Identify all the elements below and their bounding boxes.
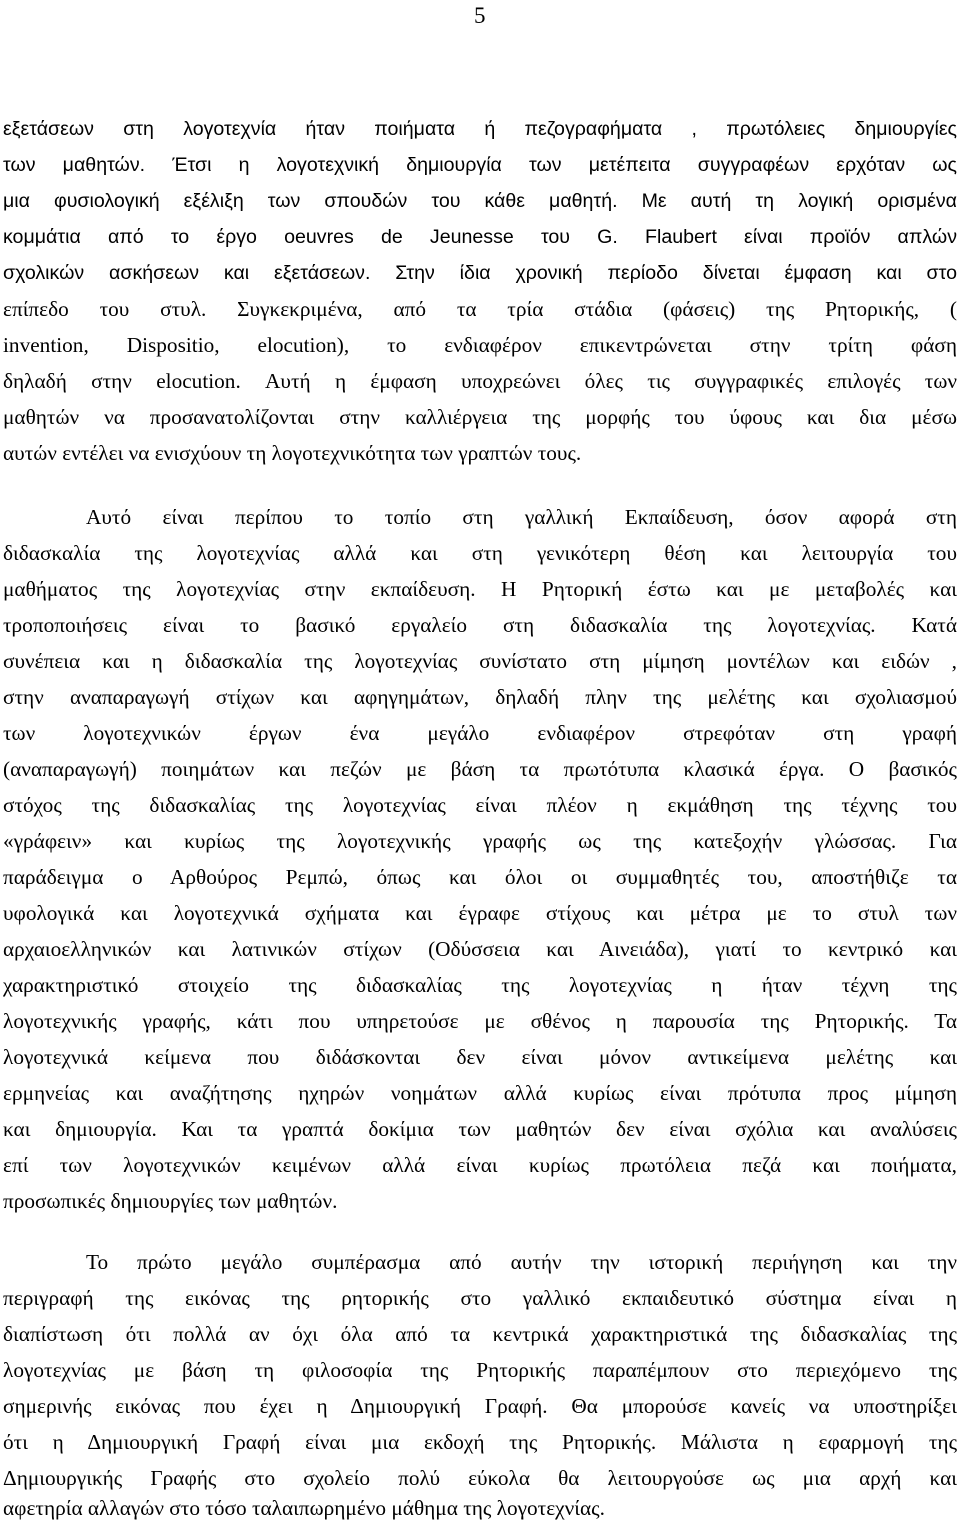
text-line: σχολικών ασκήσεων και εξετάσεων. Στην ίδια χρονική περίοδο δίνεται έμφαση και στο [3,262,957,284]
text-line: δηλαδή στην elocution. Αυτή η έμφαση υποχρεώνει όλες τις συγγραφικές επιλογές των [3,369,957,393]
text-line: τροποποιήσεις είναι το βασικό εργαλείο στη διδασκαλία της λογοτεχνίας. Κατά [3,613,957,637]
text-line: αφετηρία αλλαγών στο τόσο ταλαιπωρημένο μάθημα της λογοτεχνίας. [3,1496,605,1520]
text-line: Δημιουργικής Γραφής στο σχολείο πολύ εύκολα θα λειτουργούσε ως μια αρχή και [3,1466,957,1490]
text-line: (αναπαραγωγή) ποιημάτων και πεζών με βάση τα πρωτότυπα κλασικά έργα. Ο βασικός [3,757,957,781]
text-line: συνέπεια και η διδασκαλία της λογοτεχνίας συνίστατο στη μίμηση μοντέλων και ειδών , [3,649,957,673]
text-line: αυτών εντέλει να ενισχύουν τη λογοτεχνικότητα των γραπτών τους. [3,441,582,465]
text-line: αρχαιοελληνικών και λατινικών στίχων (Οδύσσεια και Αινειάδα), γιατί το κεντρικό και [3,937,957,961]
text-line: των λογοτεχνικών έργων ένα μεγάλο ενδιαφέρον στρεφόταν στη γραφή [3,721,957,745]
text-line: επί των λογοτεχνικών κειμένων αλλά είναι κυρίως πρωτόλεια πεζά και ποιήματα, [3,1153,957,1177]
text-line: Το πρώτο μεγάλο συμπέρασμα από αυτήν την ιστορική περιήγηση και την [86,1250,957,1274]
text-line: Αυτό είναι περίπου το τοπίο στη γαλλική Εκπαίδευση, όσον αφορά στη [86,505,957,529]
text-line: λογοτεχνίας με βάση τη φιλοσοφία της Ρητορικής παραπέμπουν στο περιεχόμενο της [3,1358,957,1382]
text-line: περιγραφή της εικόνας της ρητορικής στο γαλλικό εκπαιδευτικό σύστημα είναι η [3,1286,957,1310]
text-line: σημερινής εικόνας που έχει η Δημιουργική Γραφή. Θα μπορούσε κανείς να υποστηρίξει [3,1394,957,1418]
text-line: και δημιουργία. Και τα γραπτά δοκίμια των μαθητών δεν είναι σχόλια και αναλύσεις [3,1117,957,1141]
text-line: μια φυσιολογική εξέλιξη των σπουδών του κάθε μαθητή. Με αυτή τη λογική ορισμένα [3,190,957,212]
text-line: διαπίστωση ότι πολλά αν όχι όλα από τα κεντρικά χαρακτηριστικά της διδασκαλίας της [3,1322,957,1346]
text-line: εξετάσεων στη λογοτεχνία ήταν ποιήματα ή πεζογραφήματα , πρωτόλειες δημιουργίες [3,118,957,140]
text-line: μαθητών να προσανατολίζονται στην καλλιέργεια της μορφής του ύφους και δια μέσω [3,405,957,429]
text-line: επίπεδο του στυλ. Συγκεκριμένα, από τα τρία στάδια (φάσεις) της Ρητορικής, ( [3,297,957,321]
text-line: παράδειγμα ο Αρθούρος Ρεμπώ, όπως και όλοι οι συμμαθητές του, αποστήθιζε τα [3,865,957,889]
text-line: υφολογικά και λογοτεχνικά σχήματα και έγραφε στίχους και μέτρα με το στυλ των [3,901,957,925]
page-number: 5 [474,3,486,28]
text-line: στόχος της διδασκαλίας της λογοτεχνίας είναι πλέον η εκμάθηση της τέχνης του [3,793,957,817]
text-line: «γράφειν» και κυρίως της λογοτεχνικής γραφής ως της κατεξοχήν γλώσσας. Για [3,829,957,853]
text-line: λογοτεχνικής γραφής, κάτι που υπηρετούσε με σθένος η παρουσία της Ρητορικής. Τα [3,1009,957,1033]
text-line: invention, Dispositio, elocution), το ενδιαφέρον επικεντρώνεται στην τρίτη φάση [3,333,957,357]
text-line: κομμάτια από το έργο oeuvres de Jeunesse του G. Flaubert είναι προϊόν απλών [3,226,957,248]
text-line: μαθήματος της λογοτεχνίας στην εκπαίδευση. Η Ρητορική έστω και με μεταβολές και [3,577,957,601]
text-line: προσωπικές δημιουργίες των μαθητών. [3,1189,338,1213]
text-line: στην αναπαραγωγή στίχων και αφηγημάτων, δηλαδή πλην της μελέτης και σχολιασμού [3,685,957,709]
text-line: διδασκαλία της λογοτεχνίας αλλά και στη γενικότερη θέση και λειτουργία του [3,541,957,565]
text-line: ότι η Δημιουργική Γραφή είναι μια εκδοχή της Ρητορικής. Μάλιστα η εφαρμογή της [3,1430,957,1454]
text-line: λογοτεχνικά κείμενα που διδάσκονται δεν είναι μόνον αντικείμενα μελέτης και [3,1045,957,1069]
text-line: χαρακτηριστικό στοιχείο της διδασκαλίας της λογοτεχνίας η ήταν τέχνη της [3,973,957,997]
text-line: των μαθητών. Έτσι η λογοτεχνική δημιουργία των μετέπειτα συγγραφέων ερχόταν ως [3,154,957,176]
text-line: ερμηνείας και αναζήτησης ηχηρών νοημάτων αλλά κυρίως είναι πρότυπα προς μίμηση [3,1081,957,1105]
